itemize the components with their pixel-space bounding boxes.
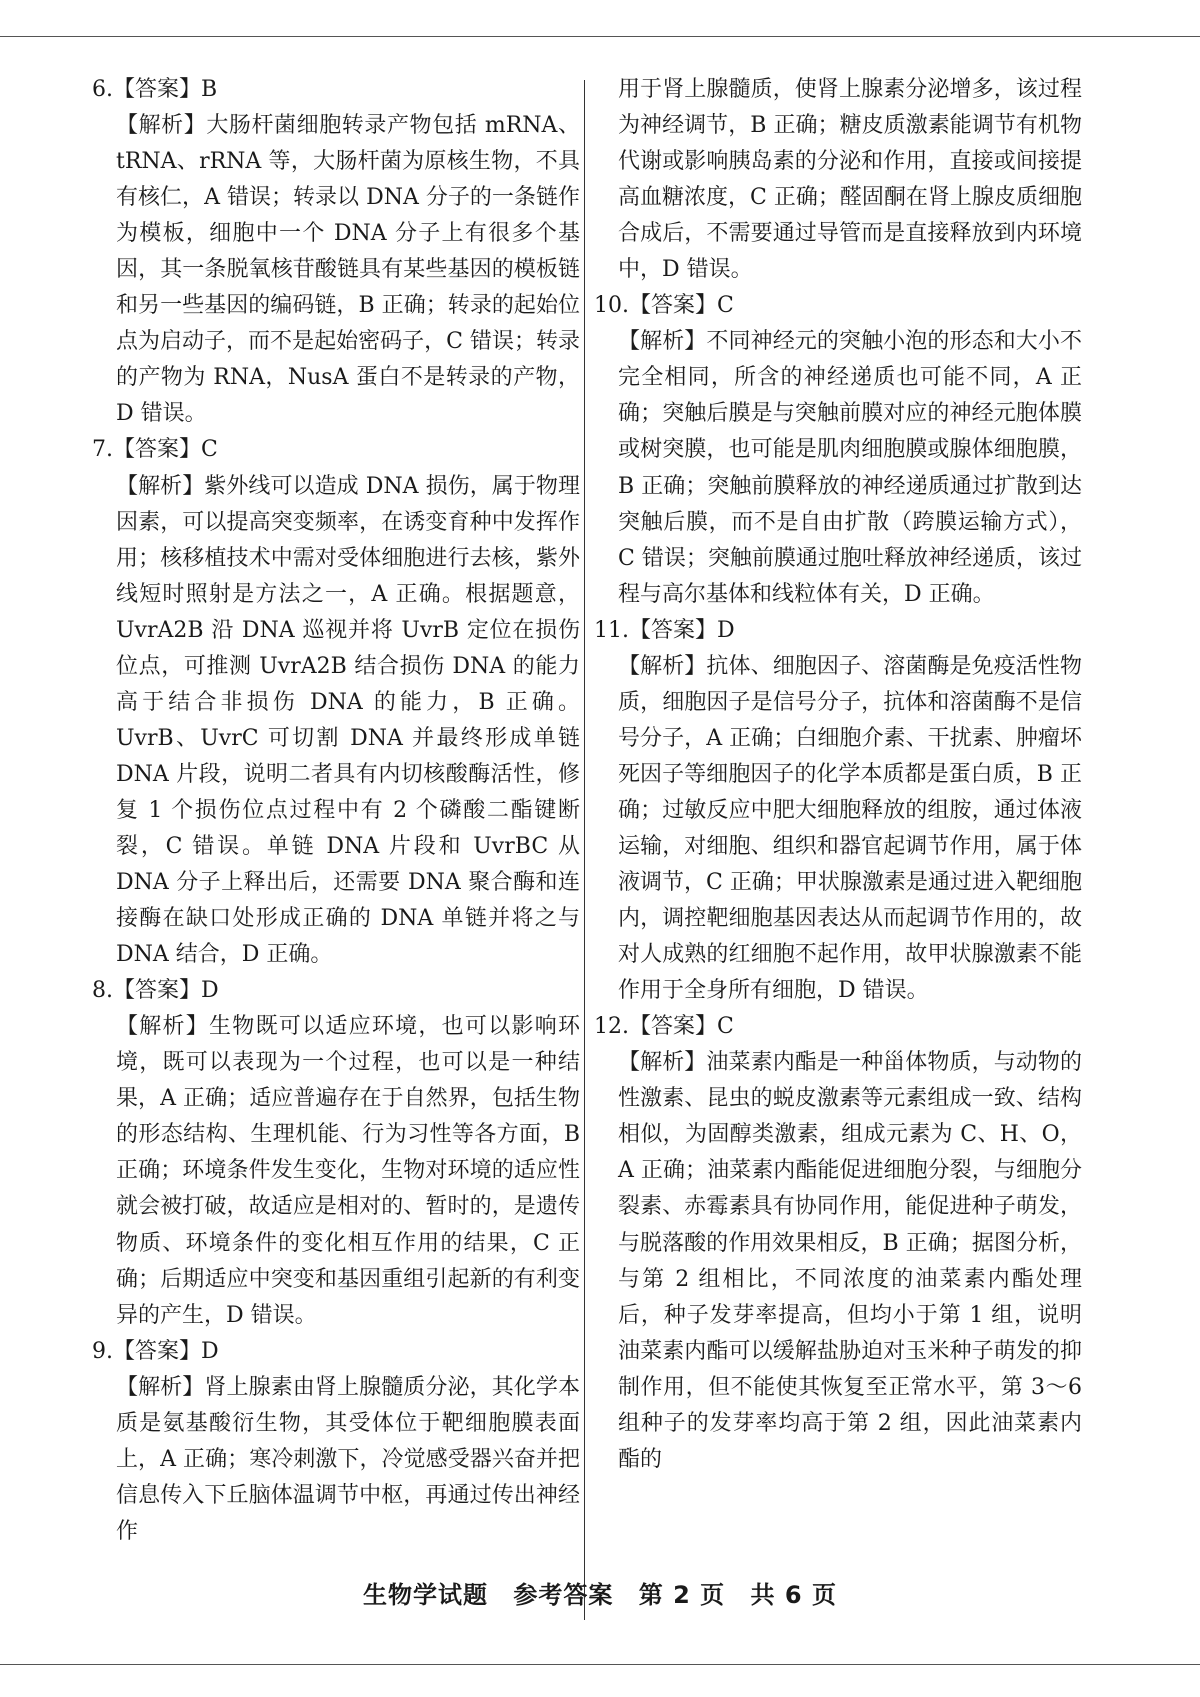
answer-heading: 6.【答案】B <box>92 77 218 102</box>
analysis-text: 【解析】生物既可以适应环境，也可以影响环境，既可以表现为一个过程，也可以是一种结果，A 正确；适应普遍存在于自然界，包括生物的形态结构、生理机能、行为习性等各方面，B 正确；环境条件发生变化，生物对环境的适应性就会被打破，故适应是相对的、暂时的，是遗传物质、环境条件的变化相互作用的结果，C 正确；后期适应中突变和基因重组引起新的有利变异的产生，D 错误。 <box>116 1014 580 1328</box>
footer-subject: 生物学试题 <box>363 1581 489 1609</box>
analysis-text: 【解析】紫外线可以造成 DNA 损伤，属于物理因素，可以提高突变频率，在诱变育种中发挥作用；核移植技术中需对受体细胞进行去核，紫外线短时照射是方法之一，A 正确。根据题意，UvrA2B 沿 DNA 巡视并将 UvrB 定位在损伤位点，可推测 UvrA2B 结合损伤 DNA 的能力高于结合非损伤 DNA 的能力，B 正确。UvrB、UvrC 可切割 DNA 并最终形成单链 DNA 片段，说明二者具有内切核酸酶活性，修复 1 个损伤位点过程中有 2 个磷酸二酯键断裂，C 错误。单链 DNA 片段和 UvrBC 从 DNA 分子上释出后，还需要 DNA 聚合酶和连接酶在缺口处形成正确的 DNA 单链并将之与 DNA 结合，D 正确。 <box>116 473 580 968</box>
answer-item-7 <box>92 432 580 973</box>
column-divider <box>584 80 585 1620</box>
answer-heading: 8.【答案】D <box>92 978 219 1004</box>
answer-item-9 <box>92 1334 580 1550</box>
analysis-text: 【解析】油菜素内酯是一种甾体物质，与动物的性激素、昆虫的蜕皮激素等元素组成一致、结构相似，为固醇类激素，组成元素为 C、H、O，A 正确；油菜素内酯能促进细胞分裂，与细胞分裂素、赤霉素具有协同作用，能促进种子萌发，与脱落酸的作用效果相反，B 正确；据图分析，与第 2 组相比，不同浓度的油菜素内酯处理后，种子发芽率提高，但均小于第 1 组，说明油菜素内酯可以缓解盐胁迫对玉米种子萌发的抑制作用，但不能使其恢复至正常水平，第 3～6 组种子的发芽率均高于第 2 组，因此油菜素内酯的 <box>618 1050 1082 1472</box>
answer-heading: 9.【答案】D <box>92 1338 219 1364</box>
top-rule <box>0 36 1200 37</box>
answer-item-11 <box>594 613 1082 1010</box>
footer-page-number: 第 2 页 <box>638 1581 726 1609</box>
answer-item-9-continued <box>594 72 1082 288</box>
footer-type: 参考答案 <box>513 1581 614 1609</box>
analysis-text: 【解析】大肠杆菌细胞转录产物包括 mRNA、tRNA、rRNA 等，大肠杆菌为原核生物，不具有核仁，A 错误；转录以 DNA 分子的一条链作为模板，细胞中一个 DNA 分子上有很多个基因，其一条脱氧核苷酸链具有某些基因的模板链和另一些基因的编码链，B 正确；转录的起始位点为启动子，而不是起始密码子，C 错误；转录的产物为 RNA，NusA 蛋白不是转录的产物，D 错误。 <box>116 113 580 427</box>
analysis-text: 【解析】抗体、细胞因子、溶菌酶是免疫活性物质，细胞因子是信号分子，抗体和溶菌酶不是信号分子，A 正确；白细胞介素、干扰素、肿瘤坏死因子等细胞因子的化学本质都是蛋白质，B 正确；过敏反应中肥大细胞释放的组胺，通过体液运输，对细胞、组织和器官起调节作用，属于体液调节，C 正确；甲状腺激素是通过进入靶细胞内，调控靶细胞基因表达从而起调节作用的，故对人成熟的红细胞不起作用，故甲状腺激素不能作用于全身所有细胞，D 错误。 <box>618 653 1082 1004</box>
footer-total-pages: 共 6 页 <box>750 1581 837 1609</box>
answer-heading: 11.【答案】D <box>594 617 735 643</box>
analysis-text: 【解析】肾上腺素由肾上腺髓质分泌，其化学本质是氨基酸衍生物，其受体位于靶细胞膜表面上，A 正确；寒冷刺激下，冷觉感受器兴奋并把信息传入下丘脑体温调节中枢，再通过传出神经作 <box>116 1374 580 1544</box>
answer-item-6 <box>92 72 580 432</box>
answer-item-12 <box>594 1009 1082 1478</box>
answer-heading: 12.【答案】C <box>594 1014 734 1040</box>
answer-item-8 <box>92 973 580 1333</box>
left-column <box>92 72 580 1550</box>
page-footer <box>0 1575 1200 1610</box>
bottom-rule <box>0 1664 1200 1665</box>
analysis-text: 【解析】不同神经元的突触小泡的形态和大小不完全相同，所含的神经递质也可能不同，A 正确；突触后膜是与突触前膜对应的神经元胞体膜或树突膜，也可能是肌肉细胞膜或腺体细胞膜，B 正确；突触前膜释放的神经递质通过扩散到达突触后膜，而不是自由扩散（跨膜运输方式），C 错误；突触前膜通过胞吐释放神经递质，该过程与高尔基体和线粒体有关，D 正确。 <box>618 329 1082 607</box>
analysis-text: 用于肾上腺髓质，使肾上腺素分泌增多，该过程为神经调节，B 正确；糖皮质激素能调节有机物代谢或影响胰岛素的分泌和作用，直接或间接提高血糖浓度，C 正确；醛固酮在肾上腺皮质细胞合成后，不需要通过导管而是直接释放到内环境中，D 错误。 <box>618 77 1082 283</box>
answer-item-10 <box>594 288 1082 612</box>
answer-heading: 10.【答案】C <box>594 293 734 319</box>
right-column <box>594 72 1082 1478</box>
answer-heading: 7.【答案】C <box>92 437 218 463</box>
